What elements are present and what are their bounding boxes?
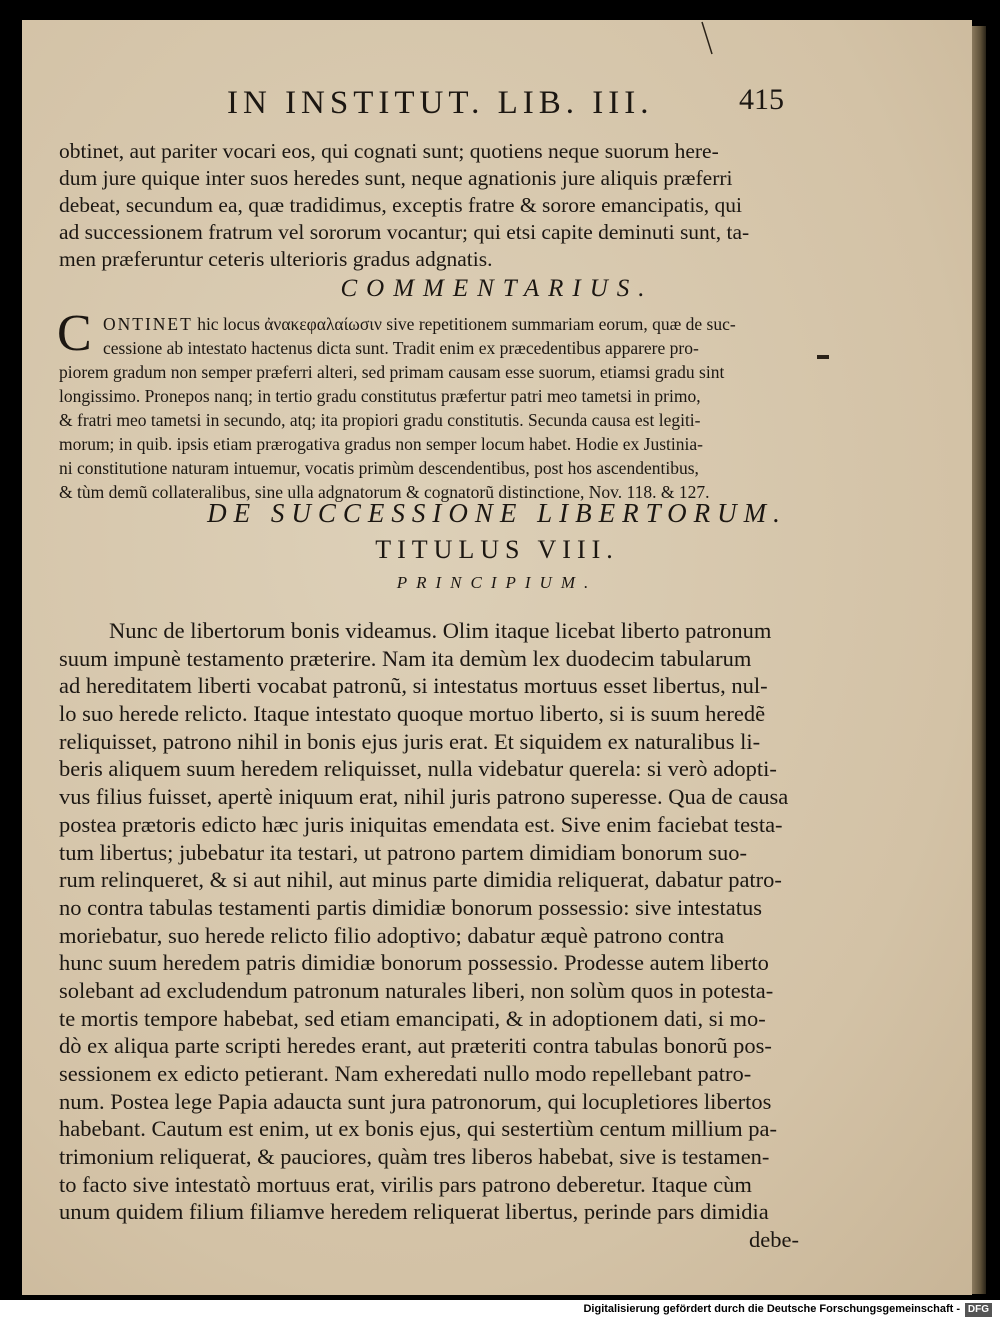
commentary-text <box>57 305 801 504</box>
text-line: suum impunè testamento præterire. Nam ita demùm lex duodecim tabularum <box>59 645 752 671</box>
section-heading: DE SUCCESSIONE LIBERTORUM. <box>207 498 787 528</box>
text-line <box>59 312 801 336</box>
line-text: hic locus ἀνακεφαλαίωσιν sive repetitionem summariam eorum, quæ de suc- <box>197 314 736 334</box>
crease-mark <box>698 20 738 60</box>
page-number: 415 <box>739 83 784 116</box>
margin-mark <box>817 355 829 359</box>
paragraph-2 <box>59 617 801 1254</box>
book-page <box>22 20 972 1295</box>
text-line: cessione ab intestato hactenus dicta sunt. Tradit enim ex præcedentibus apparere pro- <box>103 338 699 358</box>
section-subheading: PRINCIPIUM. <box>396 573 598 592</box>
funding-credit: Digitalisierung gefördert durch die Deutsche Forschungsgemeinschaft - <box>583 1303 960 1315</box>
text-line: debeat, secundum ea, quæ tradidimus, exceptis fratre & sorore emancipatis, qui <box>59 193 743 217</box>
drop-cap: C <box>57 305 92 362</box>
catchword: debe- <box>749 1227 799 1253</box>
text-line: tum libertus; jubebatur ita testari, ut patrono partem dimidiam bonorum suo- <box>59 839 747 865</box>
page-edge <box>972 26 986 1294</box>
text-line: longissimo. Pronepos nanq; in tertio gradu constitutus præfertur patri meo tametsi in primo, <box>59 386 701 406</box>
paragraph-1 <box>59 138 801 273</box>
text-line: vus filius fuisset, apertè iniquum erat, nihil juris patrono superesse. Qua de causa <box>59 784 789 810</box>
text-line: men præferuntur ceteris ulterioris gradus adgnatis. <box>59 247 493 271</box>
text-line: moriebatur, suo herede relicto filio adoptivo; dabatur æquè patrono contra <box>59 922 725 948</box>
text-line: te mortis tempore habebat, sed etiam emancipati, & in adoptionem dati, si mo- <box>59 1005 766 1031</box>
text-line: rum relinqueret, & si aut nihil, aut minus parte dimidia reliquerat, dabatur patro- <box>59 867 782 893</box>
text-line: solebant ad excludendum patronum naturales liberi, non solùm quos in potesta- <box>59 977 774 1003</box>
text-line: ad successionem fratrum vel sororum vocantur; qui etsi capite deminuti sunt, ta- <box>59 220 750 244</box>
text-line: beris aliquem suum heredem reliquisset, nulla videbatur querela: si verò adopti- <box>59 756 777 782</box>
text-line: piorem gradum non semper præferri alteri, sed primam causam esse suorum, etiamsi gradu sint <box>59 362 725 382</box>
text-line: dum jure quique inter suos heredes sunt, neque agnationis jure aliquis præferri <box>59 166 733 190</box>
text-line: Nunc de libertorum bonis videamus. Olim itaque licebat liberto patronum <box>109 618 772 643</box>
text-line: sessionem ex edicto petierant. Nam exheredati nullo modo repellebant patro- <box>59 1061 752 1086</box>
text-line: to facto sive intestatò mortuus erat, virilis pars patrono deberetur. Itaque cùm <box>59 1171 752 1197</box>
text-line: unum quidem filium filiamve heredem reliquerat libertus, perinde pars dimidia <box>59 1199 769 1225</box>
text-line: lo suo herede relicto. Itaque intestato quoque mortuo liberto, si is suum heredẽ <box>59 701 766 727</box>
text-line: postea prætoris edicto hæc juris iniquitas emendata est. Sive enim faciebat testa- <box>59 811 783 837</box>
dfg-logo: DFG <box>965 1303 992 1317</box>
text-line: no contra tabulas testamenti partis dimidiæ bonorum possessio: sive intestatus <box>59 894 763 920</box>
text-line: trimonium reliquerat, & pauciores, quàm tres liberos habebat, sive is testamen- <box>59 1144 770 1170</box>
footer-bar <box>0 1300 1000 1320</box>
running-title: IN INSTITUT. LIB. III. <box>227 85 654 121</box>
section-title: TITULUS VIII. <box>375 535 619 564</box>
text-line: & tùm demũ collateralibus, sine ulla adgnatorum & cognatorũ distinctione, Nov. 118. & 127. <box>59 482 710 502</box>
text-line: dò ex aliqua parte scripti heredes erant, aut præteriti contra tabulas bonorũ pos- <box>59 1033 772 1059</box>
running-header <box>22 85 972 135</box>
text-line: num. Postea lege Papia adaucta sunt jura patronorum, qui locupletiores libertos <box>59 1088 772 1114</box>
text-line: ni constitutione naturam intuemur, vocatis primùm descendentibus, post hos ascendentibus, <box>59 458 699 478</box>
text-line: morum; in quib. ipsis etiam prærogativa gradus non semper locum habet. Hodie ex Justinia- <box>59 434 703 454</box>
text-line: hunc suum heredem patris dimidiæ bonorum possessio. Prodesse autem liberto <box>59 950 769 976</box>
commentary-heading: COMMENTARIUS. <box>340 275 654 302</box>
text-line: & fratri meo tametsi in secundo, atq; ita propiori gradu constitutis. Secunda causa est legiti- <box>59 410 701 430</box>
first-word: ONTINET <box>103 314 193 334</box>
text-line: habebant. Cautum est enim, ut ex bonis ejus, qui sestertiùm centum millium pa- <box>59 1116 778 1142</box>
text-line: obtinet, aut pariter vocari eos, qui cognati sunt; quotiens neque suorum here- <box>59 139 719 163</box>
text-line: reliquisset, patrono nihil in bonis ejus juris erat. Et siquidem ex naturalibus li- <box>59 728 761 754</box>
text-line: ad hereditatem liberti vocabat patronũ, si intestatus mortuus esset libertus, nul- <box>59 673 768 699</box>
